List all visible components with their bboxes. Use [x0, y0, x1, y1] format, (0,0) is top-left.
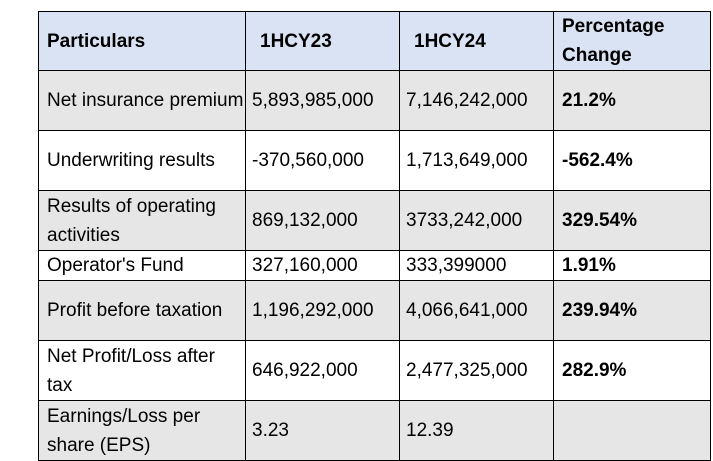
row-percentage-change: 239.94% — [554, 281, 711, 341]
financial-results-table — [38, 11, 711, 461]
row-particular: Results of operating activities — [39, 191, 246, 251]
row-percentage-change: -562.4% — [554, 131, 711, 191]
row-particular: Operator's Fund — [39, 251, 246, 281]
row-1hcy23-value: -370,560,000 — [246, 131, 400, 191]
row-percentage-change: 282.9% — [554, 341, 711, 401]
row-1hcy24-value: 7,146,242,000 — [400, 71, 554, 131]
row-1hcy23-value: 1,196,292,000 — [246, 281, 400, 341]
row-1hcy24-value: 2,477,325,000 — [400, 341, 554, 401]
row-1hcy23-value: 3.23 — [246, 401, 400, 461]
table-row — [39, 71, 711, 131]
row-1hcy24-value: 333,399000 — [400, 251, 554, 281]
header-1hcy24: 1HCY24 — [400, 12, 554, 71]
row-1hcy24-value: 4,066,641,000 — [400, 281, 554, 341]
table-row — [39, 401, 711, 461]
table-row — [39, 251, 711, 281]
row-particular: Net insurance premium — [39, 71, 246, 131]
header-1hcy23: 1HCY23 — [246, 12, 400, 71]
row-particular: Net Profit/Loss after tax — [39, 341, 246, 401]
row-1hcy24-value: 1,713,649,000 — [400, 131, 554, 191]
table-row — [39, 131, 711, 191]
table-row — [39, 341, 711, 401]
row-percentage-change — [554, 401, 711, 461]
row-percentage-change: 1.91% — [554, 251, 711, 281]
row-percentage-change: 21.2% — [554, 71, 711, 131]
table-row — [39, 281, 711, 341]
row-particular: Profit before taxation — [39, 281, 246, 341]
row-1hcy24-value: 3733,242,000 — [400, 191, 554, 251]
row-1hcy24-value: 12.39 — [400, 401, 554, 461]
row-1hcy23-value: 5,893,985,000 — [246, 71, 400, 131]
table-header-row — [39, 12, 711, 71]
row-percentage-change: 329.54% — [554, 191, 711, 251]
row-particular: Earnings/Loss per share (EPS) — [39, 401, 246, 461]
header-particulars: Particulars — [39, 12, 246, 71]
row-particular: Underwriting results — [39, 131, 246, 191]
row-1hcy23-value: 327,160,000 — [246, 251, 400, 281]
header-percentage-change: Percentage Change — [554, 12, 711, 71]
table-row — [39, 191, 711, 251]
row-1hcy23-value: 869,132,000 — [246, 191, 400, 251]
row-1hcy23-value: 646,922,000 — [246, 341, 400, 401]
